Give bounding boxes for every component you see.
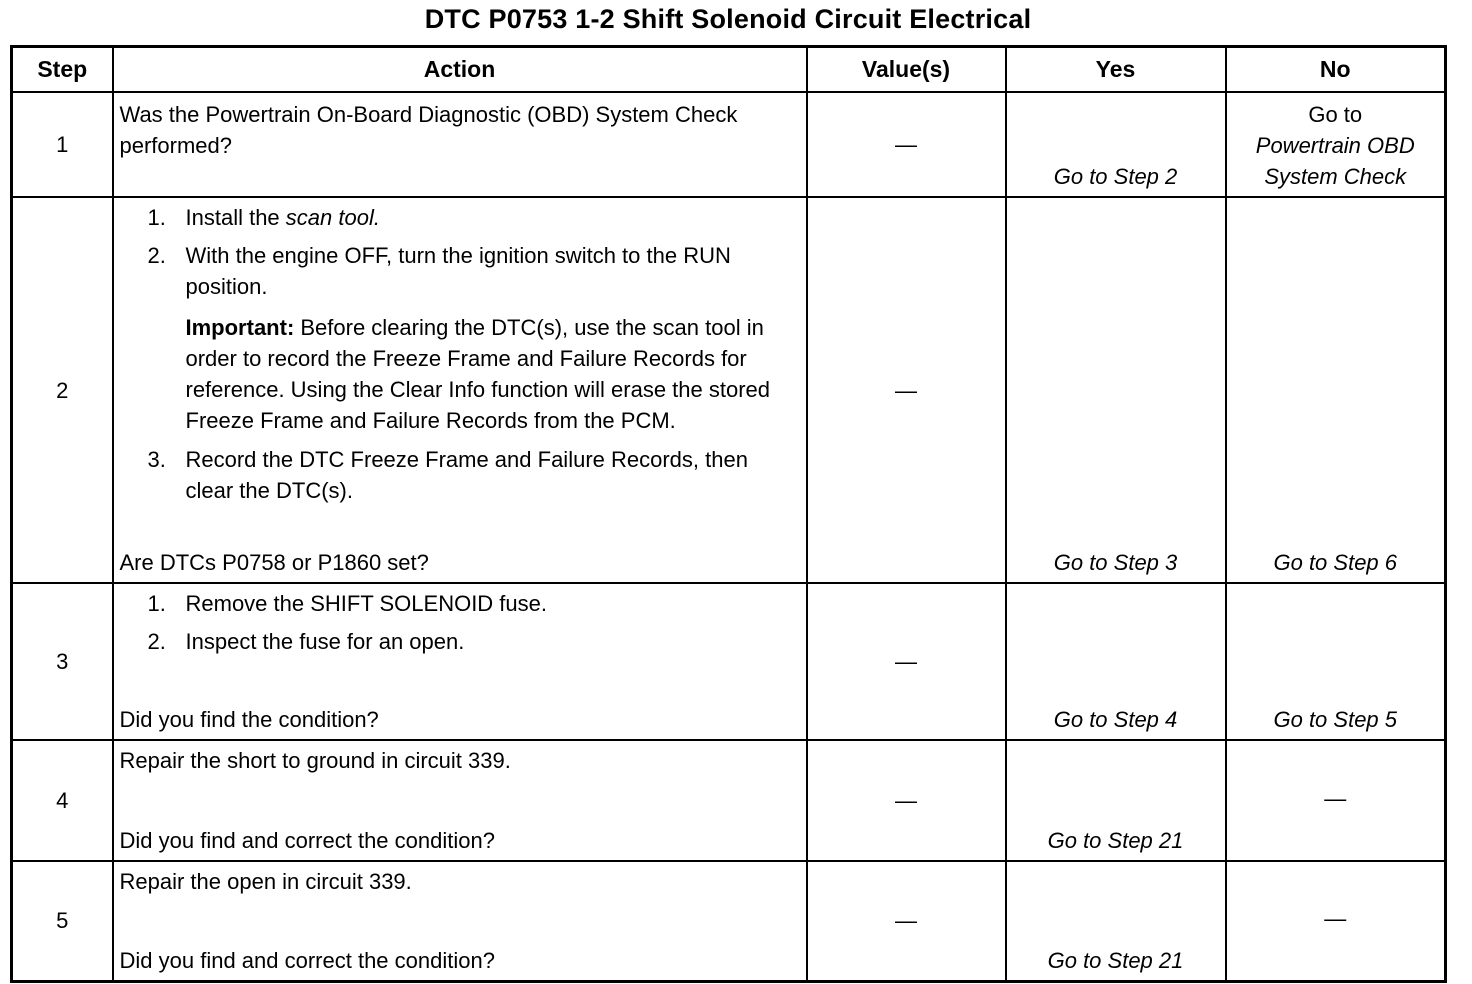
diagnostic-table	[10, 45, 1447, 983]
yes-cell	[1006, 583, 1226, 740]
no-link-line-3[interactable]: System Check	[1264, 164, 1407, 189]
action-cell	[113, 197, 807, 583]
table-row	[12, 861, 1446, 981]
no-cell	[1226, 861, 1446, 981]
step-number: 3	[12, 583, 113, 740]
step-index: 1.	[147, 205, 166, 230]
page-title: DTC P0753 1-2 Shift Solenoid Circuit Electrical	[424, 4, 1032, 34]
no-cell	[1226, 740, 1446, 861]
step-number: 1	[12, 92, 113, 197]
table-header-row	[12, 47, 1446, 93]
step-text: Record the DTC Freeze Frame and Failure Records, then clear the DTC(s).	[185, 447, 748, 503]
action-text: Repair the open in circuit 339.	[119, 869, 412, 894]
action-cell	[113, 583, 807, 740]
no-link-line-2[interactable]: Powertrain OBD	[1255, 133, 1415, 158]
step-text: With the engine OFF, turn the ignition switch to the RUN position.	[185, 243, 731, 299]
no-cell	[1226, 92, 1446, 197]
header-action: Action	[113, 47, 807, 93]
step-number: 4	[12, 740, 113, 861]
step-number: 5	[12, 861, 113, 981]
action-question: Did you find and correct the condition?	[119, 947, 495, 973]
value-dash: —	[895, 788, 917, 813]
action-step	[148, 444, 794, 506]
header-no: No	[1226, 47, 1446, 93]
action-cell	[113, 92, 807, 197]
table-row	[12, 740, 1446, 861]
value-cell	[807, 861, 1006, 981]
no-dash: —	[1324, 906, 1347, 932]
no-cell	[1226, 583, 1446, 740]
step-index: 1.	[147, 591, 166, 616]
yes-link[interactable]: Go to Step 3	[1053, 550, 1178, 575]
step-text: Remove the SHIFT SOLENOID fuse.	[185, 591, 547, 616]
no-link[interactable]: Go to Step 6	[1273, 550, 1398, 575]
action-step	[148, 240, 794, 302]
action-steps	[120, 444, 794, 506]
yes-cell	[1006, 92, 1226, 197]
note-text: Before clearing the DTC(s), use the scan tool in order to record the Freeze Frame and Failure Records for reference. Using the Clear Info function will erase the stored Freeze Frame and Failure Records from the PCM.	[185, 315, 771, 433]
yes-link[interactable]: Go to Step 2	[1053, 164, 1178, 189]
value-cell	[807, 92, 1006, 197]
action-cell	[113, 861, 807, 981]
table-row	[12, 92, 1446, 197]
table-row	[12, 197, 1446, 583]
no-link[interactable]: Go to Step 5	[1273, 707, 1398, 732]
value-dash: —	[895, 377, 917, 403]
header-values: Value(s)	[807, 47, 1006, 93]
important-note	[120, 312, 794, 436]
note-label: Important:	[185, 315, 295, 340]
value-cell	[807, 740, 1006, 861]
action-question: Did you find the condition?	[119, 707, 379, 732]
value-dash: —	[895, 649, 917, 674]
step-text: Install the	[185, 205, 286, 230]
value-dash: —	[895, 132, 917, 157]
no-cell	[1226, 197, 1446, 583]
step-index: 2.	[147, 243, 166, 268]
table-row	[12, 583, 1446, 740]
step-text: Inspect the fuse for an open.	[185, 629, 465, 654]
action-question: Did you find and correct the condition?	[119, 828, 495, 853]
action-text: Repair the short to ground in circuit 339.	[119, 748, 511, 773]
action-step	[148, 588, 794, 619]
yes-link[interactable]: Go to Step 4	[1053, 707, 1178, 732]
header-step: Step	[12, 47, 113, 93]
step-index: 2.	[147, 629, 166, 654]
value-dash: —	[895, 908, 917, 934]
yes-link[interactable]: Go to Step 21	[1047, 828, 1184, 853]
action-question: Are DTCs P0758 or P1860 set?	[119, 550, 429, 575]
action-step	[148, 626, 794, 657]
no-dash: —	[1324, 786, 1347, 811]
action-text: Was the Powertrain On-Board Diagnostic (OBD) System Check performed?	[119, 102, 738, 158]
action-steps	[120, 202, 794, 302]
action-steps	[120, 588, 794, 657]
yes-link[interactable]: Go to Step 21	[1047, 947, 1184, 973]
value-cell	[807, 197, 1006, 583]
action-cell	[113, 740, 807, 861]
step-number: 2	[12, 197, 113, 583]
action-step	[148, 202, 794, 233]
header-yes: Yes	[1006, 47, 1226, 93]
yes-cell	[1006, 861, 1226, 981]
value-cell	[807, 583, 1006, 740]
step-index: 3.	[147, 447, 166, 472]
step-text-emphasis: scan tool.	[285, 205, 380, 230]
yes-cell	[1006, 197, 1226, 583]
yes-cell	[1006, 740, 1226, 861]
no-link-line-1[interactable]: Go to	[1308, 102, 1363, 127]
